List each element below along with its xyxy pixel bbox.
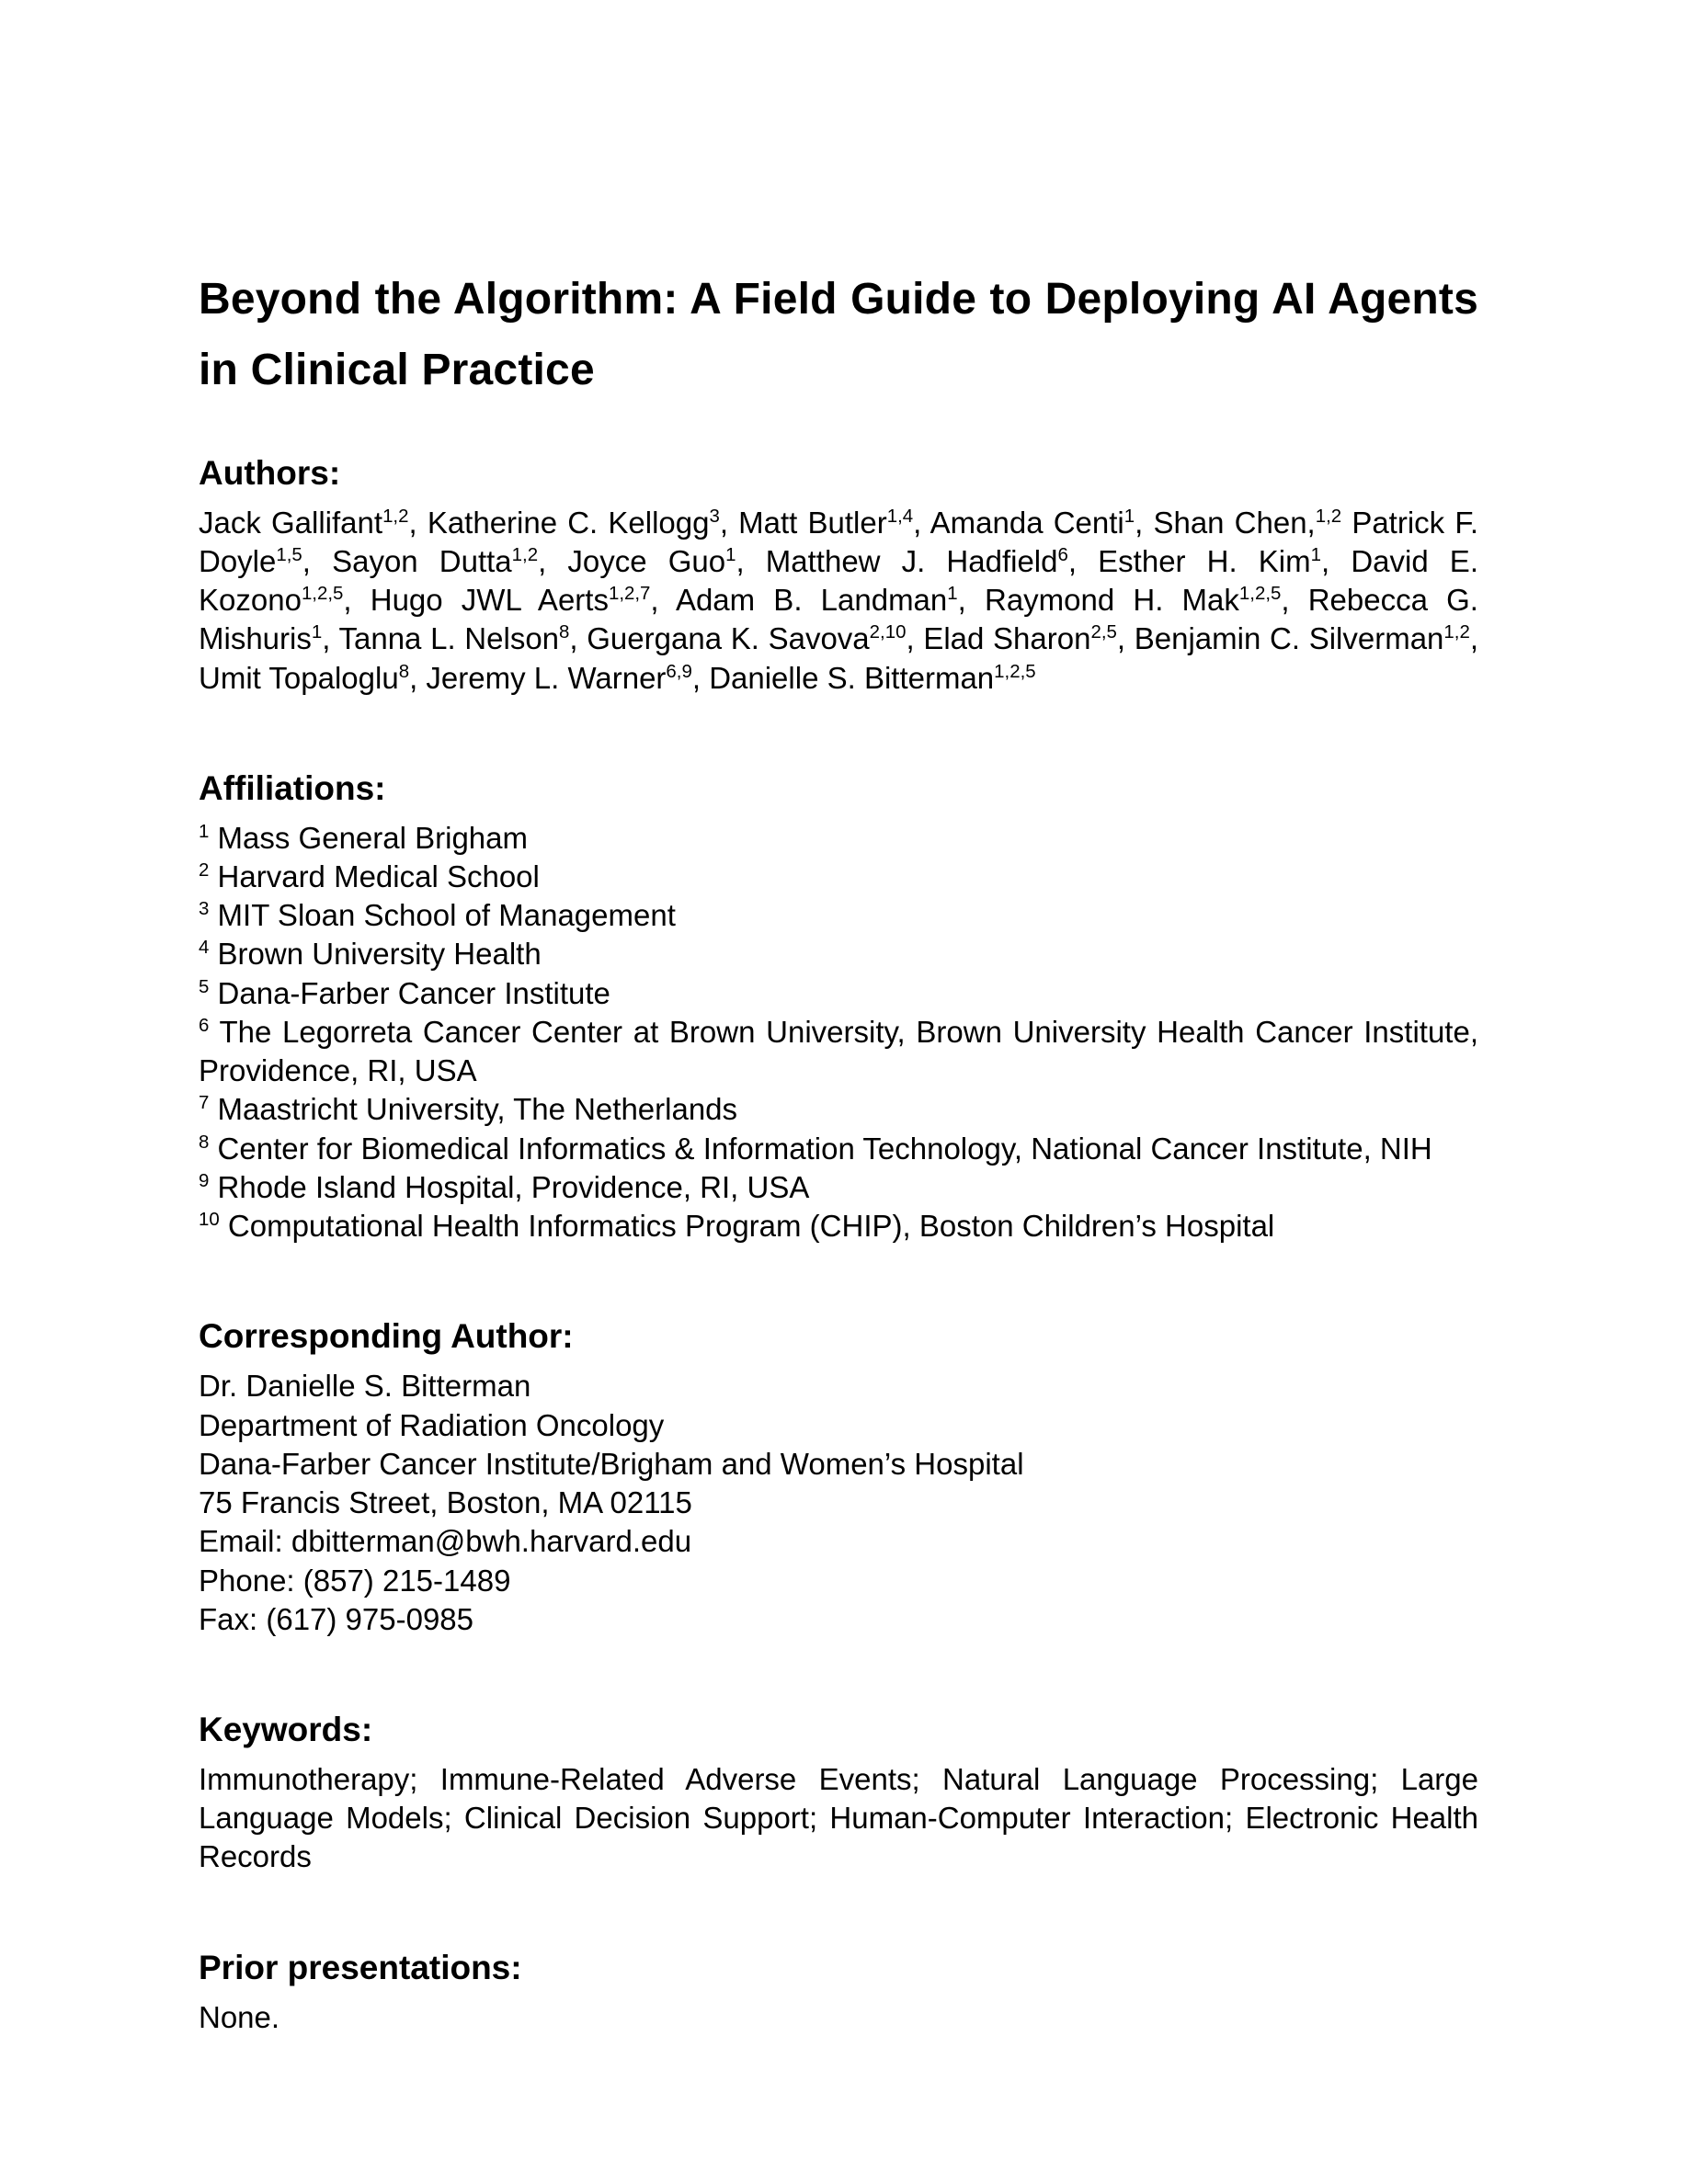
author-name: Sayon Dutta$^{1,2}$	[332, 543, 539, 578]
author-name: Guergana K. Savova$^{2,10}$	[587, 621, 907, 656]
author-name: Patrick F. Doyle$^{1,5}$	[199, 505, 1478, 578]
affiliation-item: $^2$ Harvard Medical School	[199, 859, 540, 893]
affiliations-section	[199, 769, 1478, 1246]
contact-line: Department of Radiation Oncology	[199, 1407, 665, 1442]
author-name: Esther H. Kim$^1$	[1098, 543, 1322, 578]
author-affiliation-superscript: 1	[311, 621, 323, 643]
affiliation-number-superscript: 5	[199, 975, 210, 997]
author-affiliation-superscript: 1,2,7	[608, 583, 651, 605]
author-name: Matthew J. Hadfield$^6$	[765, 543, 1068, 578]
authors-paragraph: Jack Gallifant$^{1,2}$, Katherine C. Kellogg$^3$, Matt Butler$^{1,4}$, Amanda Centi$^1$, Shan Chen,$^{1,2}$ Patrick F. Doyle$^{1,5}$, Sayon Dutta$^{1,2}$, Joyce Guo$^1$, Matthew J. Hadfield$^6$, Esther H. Kim$^1$, David E. Kozono$^{1,2,5}$, Hugo JWL Aerts$^{1,2,7}$, Adam B. Landman$^1$, Raymond H. Mak$^{1,2,5}$, Rebecca G. Mishuris$^1$, Tanna L. Nelson$^8$, Guergana K. Savova$^{2,10}$, Elad Sharon$^{2,5}$, Benjamin C. Silverman$^{1,2}$, Umit Topaloglu$^8$, Jeremy L. Warner$^{6,9}$, Danielle S. Bitterman$^{1,2,5}$	[199, 505, 1478, 695]
author-affiliation-superscript: 1	[947, 583, 958, 605]
affiliation-item: $^5$ Dana-Farber Cancer Institute	[199, 975, 610, 1010]
corresponding-author-heading: Corresponding Author:	[199, 1317, 574, 1356]
author-affiliation-superscript: 1	[725, 543, 736, 565]
contact-line: Email: dbitterman@bwh.harvard.edu	[199, 1524, 692, 1559]
author-name: Shan Chen,$^{1,2}$	[1153, 505, 1342, 540]
author-name: Matt Butler$^{1,4}$	[738, 505, 914, 540]
author-name: Tanna L. Nelson$^8$	[338, 621, 570, 656]
prior-presentations-heading: Prior presentations:	[199, 1948, 522, 1986]
affiliations-heading: Affiliations:	[199, 768, 386, 807]
author-name: David E. Kozono$^{1,2,5}$	[199, 543, 1478, 618]
author-name: Jeremy L. Warner$^{6,9}$	[426, 660, 692, 695]
affiliation-number-superscript: 2	[199, 859, 210, 881]
affiliation-number-superscript: 6	[199, 1014, 210, 1036]
author-affiliation-superscript: 1	[1123, 505, 1135, 527]
author-name: Elad Sharon$^{2,5}$	[923, 621, 1117, 656]
affiliation-item: $^7$ Maastricht University, The Netherlands	[199, 1092, 738, 1127]
author-affiliation-superscript: 1,5	[276, 543, 302, 565]
affiliation-number-superscript: 10	[199, 1209, 220, 1231]
affiliation-item: $^{10}$ Computational Health Informatics Program (CHIP), Boston Children’s Hospital	[199, 1209, 1275, 1244]
keywords-paragraph: Immunotherapy; Immune-Related Adverse Events; Natural Language Processing; Large Language Models; Clinical Decision Support; Human-Computer Interaction; Electronic Health Records	[199, 1761, 1478, 1874]
affiliation-item: $^3$ MIT Sloan School of Management	[199, 898, 676, 933]
affiliation-number-superscript: 7	[199, 1092, 210, 1114]
author-name: Umit Topaloglu$^8$	[199, 660, 410, 695]
affiliation-number-superscript: 1	[199, 820, 210, 842]
affiliation-number-superscript: 3	[199, 898, 210, 920]
contact-line: Fax: (617) 975-0985	[199, 1601, 474, 1636]
prior-presentations-text: None.	[199, 1999, 280, 2034]
keywords-heading: Keywords:	[199, 1710, 373, 1748]
author-name: Amanda Centi$^1$	[930, 505, 1135, 540]
keywords-section	[199, 1711, 1478, 1877]
affiliation-item: $^1$ Mass General Brigham	[199, 820, 529, 855]
author-affiliation-superscript: 8	[559, 621, 570, 643]
paper-title: Beyond the Algorithm: A Field Guide to Deploying AI Agents in Clinical Practice	[199, 275, 1478, 394]
author-affiliation-superscript: 8	[398, 660, 410, 682]
authors-section	[199, 454, 1478, 698]
author-name: Rebecca G. Mishuris$^1$	[199, 583, 1478, 656]
affiliation-number-superscript: 4	[199, 937, 210, 959]
affiliation-number-superscript: 9	[199, 1169, 210, 1191]
contact-line: Dr. Danielle S. Bitterman	[199, 1369, 531, 1404]
author-name: Benjamin C. Silverman$^{1,2}$	[1134, 621, 1470, 656]
author-affiliation-superscript: 1	[1310, 543, 1322, 565]
author-affiliation-superscript: 6	[1057, 543, 1068, 565]
author-affiliation-superscript: 1,4	[886, 505, 914, 527]
author-affiliation-superscript: 1,2,5	[1238, 583, 1282, 605]
author-affiliation-superscript: 1,2	[1315, 505, 1342, 527]
author-name: Joyce Guo$^1$	[567, 543, 736, 578]
contact-line: Dana-Farber Cancer Institute/Brigham and Women’s Hospital	[199, 1446, 1024, 1481]
author-name: Danielle S. Bitterman$^{1,2,5}$	[709, 660, 1036, 695]
prior-presentations-section	[199, 1949, 1478, 2037]
author-name: Hugo JWL Aerts$^{1,2,7}$	[370, 583, 651, 618]
author-affiliation-superscript: 1,2	[382, 505, 409, 527]
author-affiliation-superscript: 1,2,5	[301, 583, 344, 605]
author-name: Adam B. Landman$^1$	[675, 583, 958, 618]
author-affiliation-superscript: 1,2	[1443, 621, 1470, 643]
author-affiliation-superscript: 2,10	[869, 621, 907, 643]
author-affiliation-superscript: 6,9	[666, 660, 692, 682]
corresponding-author-section	[199, 1317, 1478, 1639]
affiliation-item: $^4$ Brown University Health	[199, 937, 542, 972]
author-affiliation-superscript: 3	[709, 505, 720, 527]
author-name: Jack Gallifant$^{1,2}$	[199, 505, 409, 540]
corresponding-author-lines	[199, 1367, 1478, 1639]
contact-line: 75 Francis Street, Boston, MA 02115	[199, 1485, 692, 1520]
author-name: Raymond H. Mak$^{1,2,5}$	[984, 583, 1282, 618]
affiliations-list	[199, 819, 1478, 1246]
affiliation-number-superscript: 8	[199, 1131, 210, 1153]
author-affiliation-superscript: 1,2,5	[994, 660, 1036, 682]
author-affiliation-superscript: 2,5	[1090, 621, 1117, 643]
author-affiliation-superscript: 1,2	[511, 543, 539, 565]
affiliation-item: $^6$ The Legorreta Cancer Center at Brown University, Brown University Health Cancer Institute, Providence, RI, USA	[199, 1014, 1478, 1088]
affiliation-item: $^8$ Center for Biomedical Informatics & Information Technology, National Cancer Institute, NIH	[199, 1131, 1432, 1166]
authors-heading: Authors:	[199, 453, 341, 492]
affiliation-item: $^9$ Rhode Island Hospital, Providence, RI, USA	[199, 1169, 810, 1204]
author-name: Katherine C. Kellogg$^3$	[427, 505, 720, 540]
contact-line: Phone: (857) 215-1489	[199, 1563, 511, 1598]
